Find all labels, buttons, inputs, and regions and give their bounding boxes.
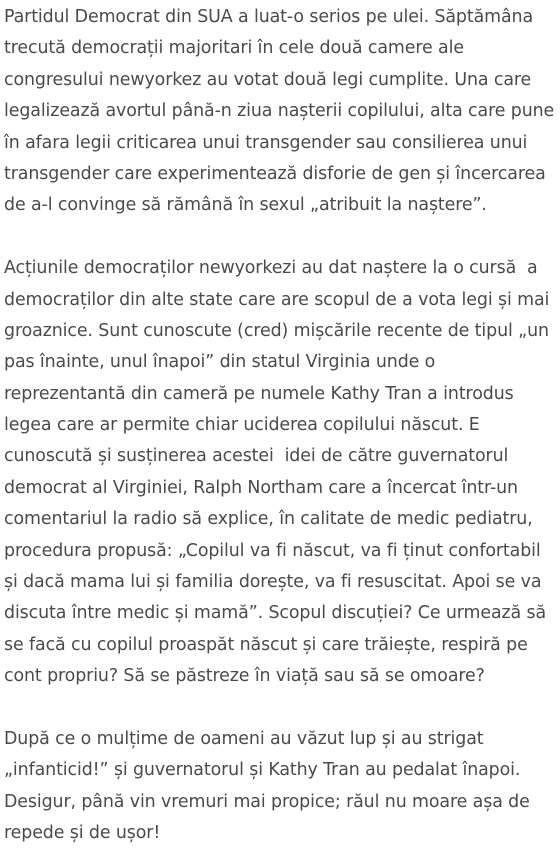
text-line: „infanticid!” și guvernatorul și Kathy Tran au pedalat înapoi. — [4, 760, 521, 781]
text-line: cunoscută și susținerea acestei idei de către guvernatorul — [4, 446, 509, 467]
text-line: repede și de ușor! — [4, 823, 161, 844]
article-body — [4, 2, 560, 850]
text-line: pas înainte, unul înapoi” din statul Virginia unde o — [4, 352, 436, 373]
text-line: democrat al Virginiei, Ralph Northam care a încercat într-un — [4, 477, 518, 498]
text-line: După ce o mulțime de oameni au văzut lup și au strigat — [4, 728, 484, 749]
text-line: Acțiunile democraților newyorkezi au dat naștere la o cursă a — [4, 258, 538, 279]
text-line: congresului newyorkez au votat două legi cumplite. Una care — [4, 69, 532, 90]
text-line: se facă cu copilul proaspăt născut și care trăiește, respiră pe — [4, 634, 528, 655]
text-line: groaznice. Sunt cunoscute (cred) mișcările recente de tipul „un — [4, 320, 549, 341]
text-line: Desigur, până vin vremuri mai propice; răul nu moare așa de — [4, 791, 530, 812]
text-line: legea care ar permite chiar uciderea copilului născut. E — [4, 415, 480, 436]
paragraph-2 — [4, 253, 560, 692]
paragraph-1 — [4, 2, 560, 222]
text-line: procedura propusă: „Copilul va fi născut, va fi ținut confortabil — [4, 540, 541, 561]
text-line: cont propriu? Să se păstreze în viață sau să se omoare? — [4, 666, 485, 687]
text-line: legalizează avortul până-n ziua nașterii copilului, alta care pune — [4, 101, 555, 122]
text-line: reprezentantă din cameră pe numele Kathy Tran a introdus — [4, 383, 514, 404]
text-line: comentariul la radio să explice, în calitate de medic pediatru, — [4, 509, 533, 530]
text-line: și dacă mama lui și familia dorește, va fi resuscitat. Apoi se va — [4, 572, 542, 593]
text-line: discuta între medic și mamă”. Scopul discuției? Ce urmează să — [4, 603, 547, 624]
text-line: de a-l convinge să rămână în sexul „atribuit la naștere”. — [4, 195, 487, 216]
text-line: democraților din alte state care are scopul de a vota legi și mai — [4, 289, 550, 310]
text-line: trecută democrații majoritari în cele două camere ale — [4, 38, 464, 59]
paragraph-3 — [4, 724, 560, 850]
text-line: transgender care experimentează disforie de gen și încercarea — [4, 163, 546, 184]
text-line: în afara legii criticarea unui transgender sau consilierea unui — [4, 132, 528, 153]
text-line: Partidul Democrat din SUA a luat-o serios pe ulei. Săptămâna — [4, 7, 534, 27]
